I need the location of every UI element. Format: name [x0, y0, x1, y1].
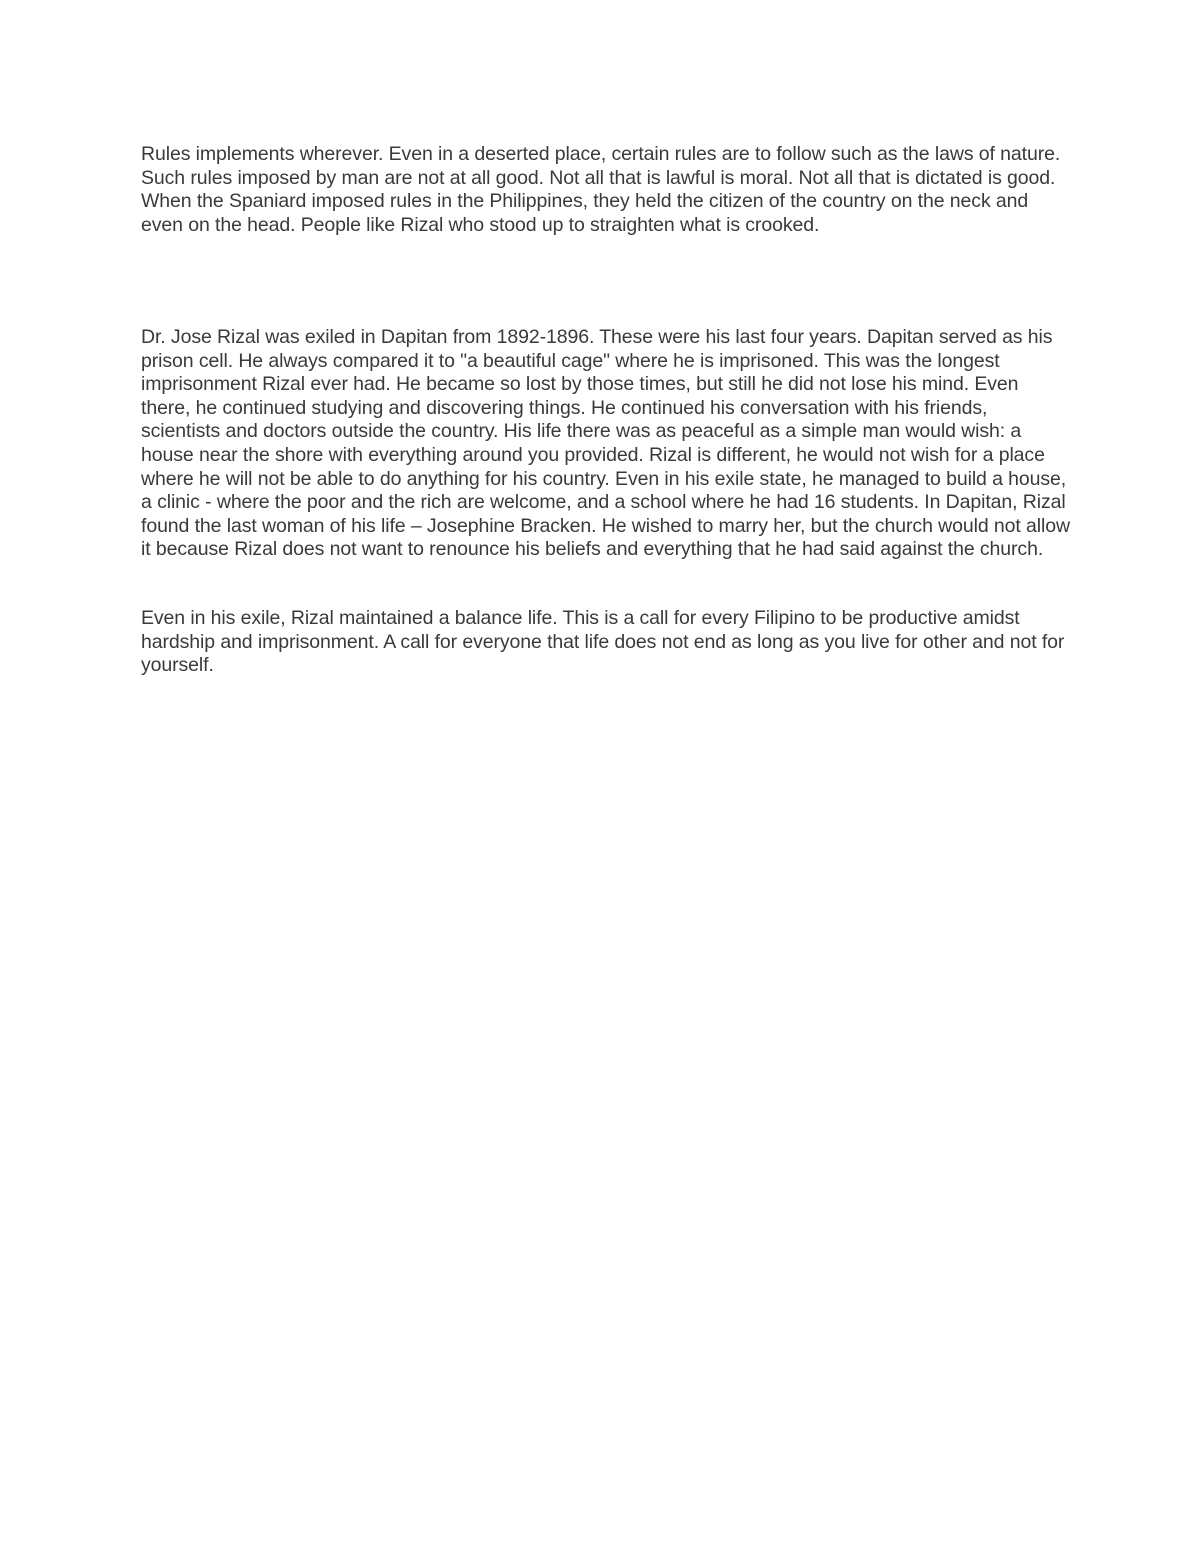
paragraph-intro: Rules implements wherever. Even in a deserted place, certain rules are to follow such as the laws of nature. Such rules imposed by man are not at all good. Not all that is lawful is moral. Not all that is dictated is good. When the Spaniard imposed rules in the Philippines, they held the citizen of the country on the neck and even on the head. People like Rizal who stood up to straighten what is crooked. — [141, 143, 1061, 236]
paragraph-dapitan-exile: Dr. Jose Rizal was exiled in Dapitan from 1892-1896. These were his last four years. Dapitan served as his prison cell. He always compared it to "a beautiful cage" where he is imprisoned. This was the longest imprisonment Rizal ever had. He became so lost by those times, but still he did not lose his mind. Even there, he continued studying and discovering things. He continued his conversation with his friends, scientists and doctors outside the country. His life there was as peaceful as a simple man would wish: a house near the shore with everything around you provided. Rizal is different, he would not wish for a place where he will not be able to do anything for his country. Even in his exile state, he managed to build a house, a clinic - where the poor and the rich are welcome, and a school where he had 16 students. In Dapitan, Rizal found the last woman of his life – Josephine Bracken. He wished to marry her, but the church would not allow it because Rizal does not want to renounce his beliefs and everything that he had said against the church. — [141, 326, 1070, 561]
paragraph-conclusion: Even in his exile, Rizal maintained a balance life. This is a call for every Filipino to be productive amidst hardship and imprisonment. A call for everyone that life does not end as long as you live for other and not for yourself. — [141, 607, 1065, 677]
